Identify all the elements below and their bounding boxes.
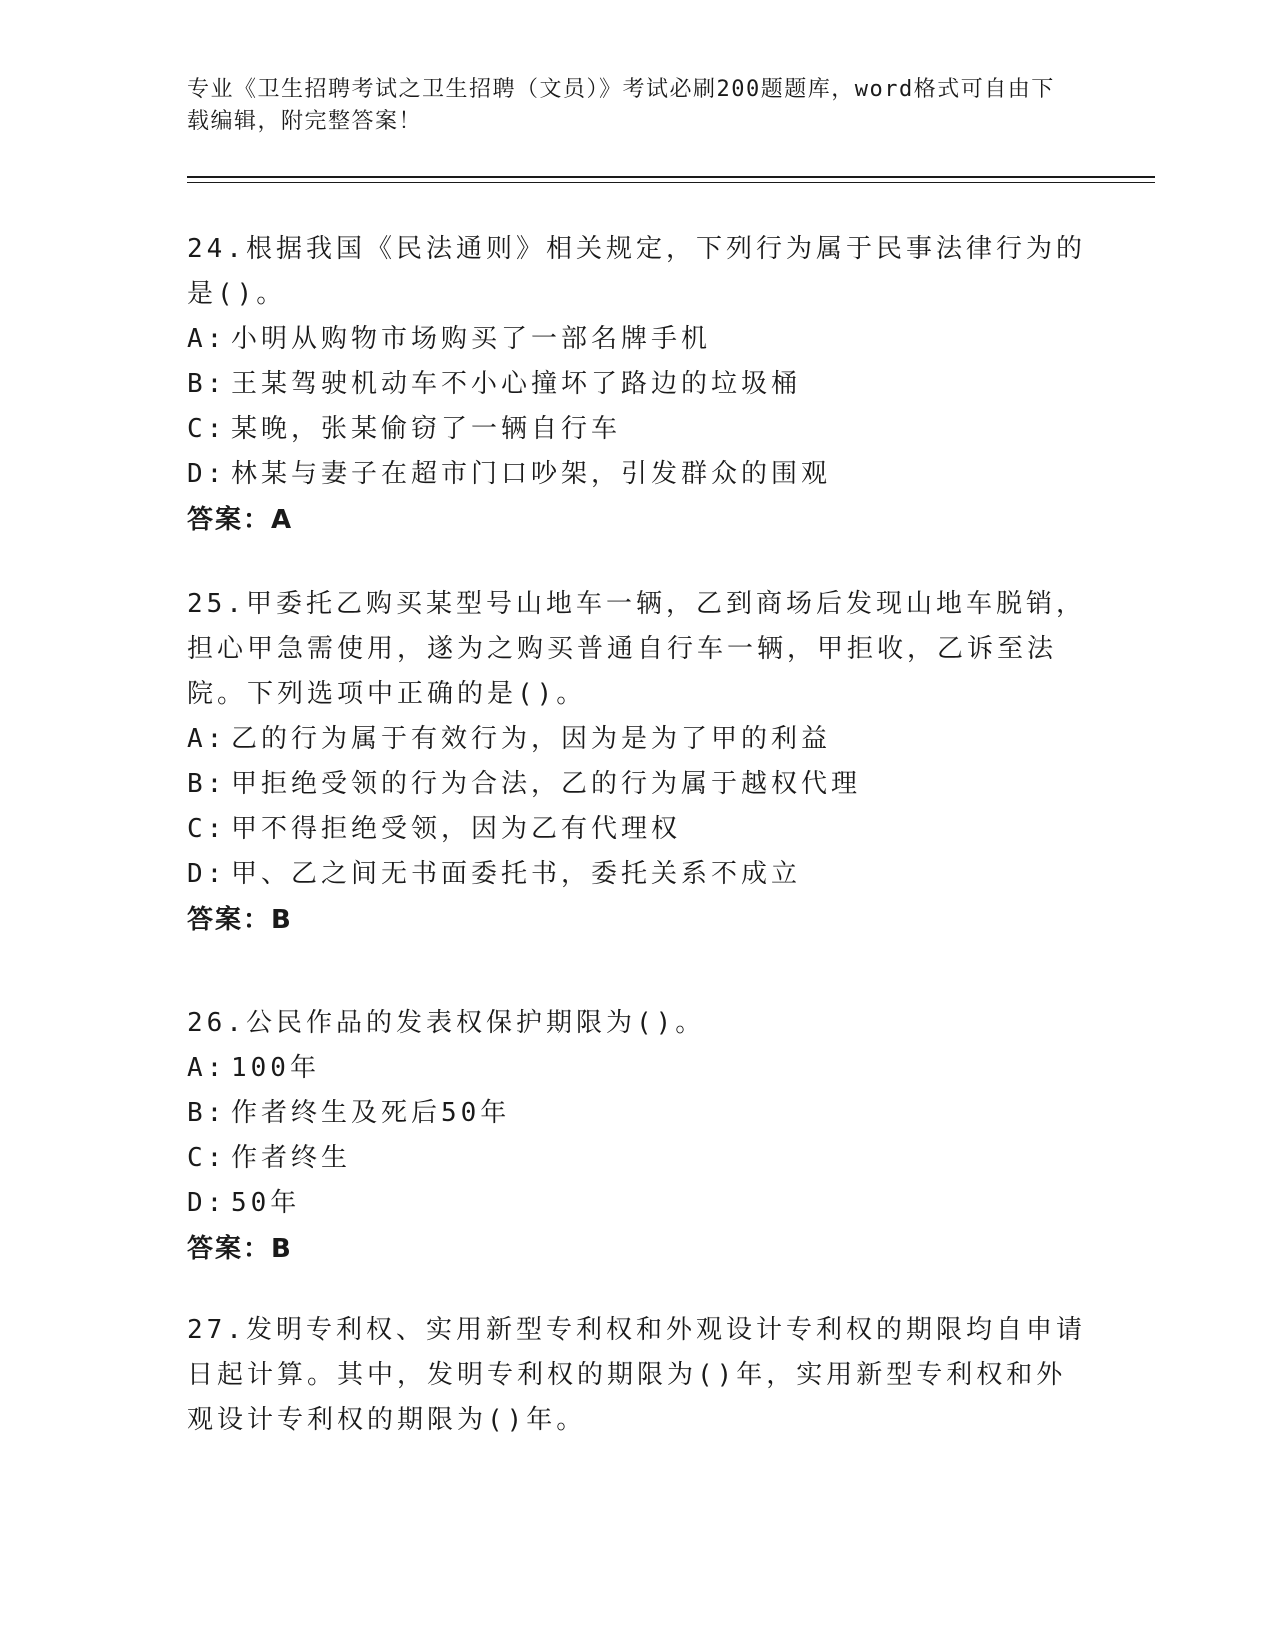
option-key: C: bbox=[187, 414, 227, 444]
option-a bbox=[187, 1046, 1087, 1091]
option-text: 某晚，张某偷窃了一辆自行车 bbox=[231, 414, 622, 444]
option-a bbox=[187, 717, 1087, 762]
option-text: 甲拒绝受领的行为合法，乙的行为属于越权代理 bbox=[231, 769, 862, 799]
option-text: 作者终生及死后50年 bbox=[231, 1098, 511, 1128]
option-a bbox=[187, 317, 1087, 362]
answer: 答案：A bbox=[187, 505, 294, 535]
option-d bbox=[187, 452, 1087, 497]
option-text: 作者终生 bbox=[231, 1143, 352, 1173]
option-key: C: bbox=[187, 1143, 227, 1173]
question-stem: 24.根据我国《民法通则》相关规定，下列行为属于民事法律行为的是()。 bbox=[187, 234, 1086, 309]
question-stem: 25.甲委托乙购买某型号山地车一辆，乙到商场后发现山地车脱销，担心甲急需使用，遂为之购买普通自行车一辆，甲拒收，乙诉至法院。下列选项中正确的是()。 bbox=[187, 589, 1086, 709]
option-key: B: bbox=[187, 1098, 227, 1128]
option-text: 50年 bbox=[231, 1188, 301, 1218]
option-b bbox=[187, 1091, 1087, 1136]
question-stem: 27.发明专利权、实用新型专利权和外观设计专利权的期限均自申请日起计算。其中，发明专利权的期限为()年，实用新型专利权和外观设计专利权的期限为()年。 bbox=[187, 1315, 1086, 1435]
answer: 答案：B bbox=[187, 905, 293, 935]
option-text: 林某与妻子在超市门口吵架，引发群众的围观 bbox=[231, 459, 832, 489]
option-d bbox=[187, 1181, 1087, 1226]
question-26 bbox=[187, 1001, 1087, 1272]
option-text: 乙的行为属于有效行为，因为是为了甲的利益 bbox=[231, 724, 832, 754]
option-c bbox=[187, 407, 1087, 452]
option-b bbox=[187, 362, 1087, 407]
option-key: C: bbox=[187, 814, 227, 844]
question-stem: 26.公民作品的发表权保护期限为()。 bbox=[187, 1008, 706, 1038]
document-header: 专业《卫生招聘考试之卫生招聘（文员）》考试必刷200题题库，word格式可自由下载编辑，附完整答案！ bbox=[187, 77, 1055, 134]
answer: 答案：B bbox=[187, 1234, 293, 1264]
option-d bbox=[187, 852, 1087, 897]
option-text: 100年 bbox=[231, 1053, 320, 1083]
option-key: B: bbox=[187, 369, 227, 399]
option-key: B: bbox=[187, 769, 227, 799]
header-rule-thick bbox=[187, 176, 1155, 178]
option-text: 小明从购物市场购买了一部名牌手机 bbox=[231, 324, 712, 354]
question-27 bbox=[187, 1308, 1087, 1443]
option-key: A: bbox=[187, 324, 227, 354]
option-c bbox=[187, 807, 1087, 852]
question-25 bbox=[187, 582, 1087, 943]
question-24 bbox=[187, 227, 1087, 543]
option-key: D: bbox=[187, 859, 227, 889]
option-text: 甲、乙之间无书面委托书，委托关系不成立 bbox=[231, 859, 802, 889]
option-key: A: bbox=[187, 1053, 227, 1083]
header-rule-thin bbox=[187, 182, 1155, 183]
option-text: 王某驾驶机动车不小心撞坏了路边的垃圾桶 bbox=[231, 369, 802, 399]
option-key: A: bbox=[187, 724, 227, 754]
option-key: D: bbox=[187, 1188, 227, 1218]
option-c bbox=[187, 1136, 1087, 1181]
option-key: D: bbox=[187, 459, 227, 489]
option-b bbox=[187, 762, 1087, 807]
option-text: 甲不得拒绝受领，因为乙有代理权 bbox=[231, 814, 682, 844]
